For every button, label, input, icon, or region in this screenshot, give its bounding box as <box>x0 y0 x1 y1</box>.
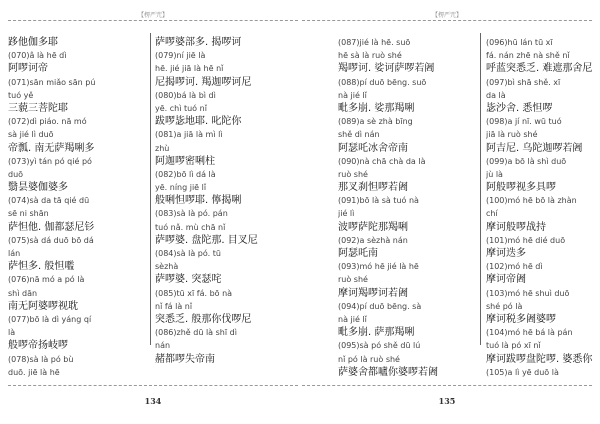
mantra-text-line: 帝瓢. 南无萨羯唎多 <box>8 142 95 154</box>
mantra-text-line: 跢他伽多耶 <box>8 37 58 48</box>
mantra-text-line: 阿般啰视多具啰 <box>486 182 556 194</box>
mantra-text-line: 波啰萨陀那羯唎 <box>338 221 408 233</box>
page-number: 135 <box>438 396 456 406</box>
mantra-text-line: 羯啰诃. 娑诃萨啰若阇 <box>338 63 435 75</box>
pinyin-line: (091)bō là sà tuó nà <box>338 196 419 206</box>
text-column-1 <box>8 36 143 379</box>
column-divider <box>150 33 151 345</box>
pinyin-line: (077)bō là dì yáng qí <box>8 314 92 324</box>
mantra-text-line: 呼蓝突悉乏. 难遮那舍尼 <box>486 63 593 75</box>
mantra-text-line: 阿瑟吒冰舍帝南 <box>338 142 408 154</box>
pinyin-line: tuó nǎ. mù chā nǐ <box>155 222 226 232</box>
running-header: 【楞严咒】 <box>137 12 168 19</box>
pinyin-line: (087)jié là hē. suō <box>338 38 411 47</box>
column-divider <box>480 33 481 345</box>
pinyin-line: yē. níng jiē lǐ <box>155 183 207 193</box>
mantra-text-line: 尼揭啰诃. 羯迦啰诃尼 <box>155 76 252 88</box>
pinyin-line: (082)bō lì dá là <box>155 169 216 179</box>
pinyin-line: nán <box>155 341 171 351</box>
mantra-text-line: 翳昙婆伽婆多 <box>8 182 68 194</box>
pinyin-line: nà jié lǐ <box>338 90 367 100</box>
pinyin-line: (094)pí duō bēng. sà <box>338 301 422 311</box>
footer-divider <box>302 385 592 386</box>
pinyin-line: sèzhà <box>155 262 179 272</box>
mantra-text-line: 摩诃迭多 <box>486 248 526 259</box>
mantra-text-line: 毗多崩. 萨那羯唎 <box>338 327 415 339</box>
pinyin-line: fá. nán zhē nà shě nǐ <box>486 51 570 61</box>
pinyin-line: (070)â là hē dì <box>8 51 67 61</box>
mantra-text-line: 三藐三菩陀耶 <box>8 102 68 114</box>
pinyin-line: (105)a lì yē duō là <box>486 367 559 377</box>
pinyin-line: (080)bá là bì dì <box>155 90 216 100</box>
text-column-2 <box>486 36 600 379</box>
mantra-text-line: 萨啰婆. 盘陀那. 目叉尼 <box>155 234 258 246</box>
pinyin-line: duō <box>8 169 24 179</box>
pinyin-line: tuó yě <box>8 90 34 100</box>
header-divider <box>8 20 298 21</box>
pinyin-line: sē ni shān <box>8 209 49 219</box>
pinyin-line: (092)a sèzhà nán <box>338 235 408 245</box>
pinyin-line: là <box>8 328 16 338</box>
pinyin-line: (098)a jí nī. wū tuó <box>486 117 562 127</box>
page-number: 134 <box>144 396 162 406</box>
pinyin-line: (095)sà pó shě dū lú <box>338 341 421 351</box>
pinyin-line: (093)mó hē jié là hē <box>338 262 419 272</box>
footer-divider <box>8 385 298 386</box>
pinyin-line: (101)mó hē dié duō <box>486 235 566 245</box>
pinyin-line: (071)sān miǎo sān pú <box>8 77 96 87</box>
pinyin-line: (090)nà chā chà da là <box>338 156 426 166</box>
mantra-text-line: 阿迦啰密唎柱 <box>155 155 215 167</box>
pinyin-line: (088)pí duō bēng. suō <box>338 77 427 87</box>
pinyin-line: (084)sà là pó. tū <box>155 249 221 258</box>
right-page <box>302 0 592 424</box>
pinyin-line: tuó là pó xī nǐ <box>486 341 541 351</box>
pinyin-line: nà jié lǐ <box>338 314 367 324</box>
pinyin-line: (083)sà là pó. pán <box>155 209 228 219</box>
mantra-text-line: 阿吉尼. 乌陀迦啰若阇 <box>486 142 583 154</box>
pinyin-line: hē sà là ruò shé <box>338 51 402 61</box>
mantra-text-line: 摩诃帝阇 <box>486 274 526 286</box>
pinyin-line: (078)sà là pó bù <box>8 354 74 364</box>
pinyin-line: (085)tū xī fá. bō nà <box>155 288 233 298</box>
mantra-text-line: 萨婆舍都嚧你婆啰若阇 <box>338 366 438 378</box>
mantra-text-line: 阿瑟吒南 <box>338 248 378 259</box>
pinyin-line: sà jié lì duō <box>8 130 54 140</box>
mantra-text-line: 萨怛多. 般怛嚂 <box>8 261 75 273</box>
pinyin-line: ruò shé <box>338 275 368 285</box>
mantra-text-line: 那叉刹怛啰若阇 <box>338 182 408 194</box>
pinyin-line: (089)a sè zhà bīng <box>338 117 413 127</box>
pinyin-line: shì dān <box>8 288 38 298</box>
mantra-text-line: 萨啰婆部多. 揭啰诃 <box>155 37 242 48</box>
pinyin-line: (072)dì piáo. nā mó <box>8 117 87 127</box>
mantra-text-line: 般啰帝扬岐啰 <box>8 340 68 352</box>
pinyin-line: ruò shé <box>338 169 368 179</box>
pinyin-line: (073)yì tán pó qié pó <box>8 156 92 166</box>
mantra-text-line: 摩诃跋啰盘陀啰. 婆悉你 <box>486 353 593 365</box>
pinyin-line: (076)nā mó a pó là <box>8 275 85 285</box>
pinyin-line: (074)sà da tā qié dū <box>8 196 90 206</box>
pinyin-line: lán <box>8 249 21 258</box>
mantra-text-line: 摩诃羯啰诃若阇 <box>338 287 408 299</box>
pinyin-line: (086)zhě dū là shī dì <box>155 328 237 338</box>
mantra-text-line: 南无阿婆啰视耽 <box>8 300 78 312</box>
pinyin-line: (097)bì shā shě. xī <box>486 77 561 87</box>
pinyin-line: jié lì <box>338 209 355 219</box>
pinyin-line: jiā là ruò shé <box>486 130 538 140</box>
pinyin-line: nǐ pó là ruò shé <box>338 354 400 364</box>
pinyin-line: shé pó là <box>486 301 523 311</box>
pinyin-line: (081)a jiā là mì lì <box>155 130 223 140</box>
mantra-text-line: 毗多崩. 娑那羯唎 <box>338 102 415 114</box>
pinyin-line: (104)mó hē bá là pán <box>486 328 573 338</box>
pinyin-line: da là <box>486 90 506 100</box>
mantra-text-line: 突悉乏. 般那你伐啰尼 <box>155 313 252 325</box>
mantra-text-line: 般唎怛啰耶. 儜揭唎 <box>155 195 242 207</box>
pinyin-line: jù là <box>486 169 503 179</box>
pinyin-line: duō. jiē là hē <box>8 367 60 377</box>
pinyin-line: chí <box>486 209 498 219</box>
mantra-text-line: 摩诃税多阇婆啰 <box>486 313 556 325</box>
pinyin-line: (099)a bō là shì duō <box>486 156 567 166</box>
pinyin-line: hē. jié jiā là hē nǐ <box>155 64 224 74</box>
mantra-text-line: 摩诃般啰战持 <box>486 221 546 233</box>
text-column-2 <box>155 36 290 366</box>
pinyin-line: (100)mó hē bō là zhàn <box>486 196 577 206</box>
mantra-text-line: 阿啰诃帝 <box>8 63 48 75</box>
pinyin-line: (075)sà dá duō bō dá <box>8 235 94 245</box>
pinyin-line: (103)mó hē shuì duō <box>486 288 570 298</box>
mantra-text-line: 萨啰婆. 突瑟咤 <box>155 274 222 286</box>
pinyin-line: (096)hū lán tū xī <box>486 38 553 47</box>
pinyin-line: (079)ní jiē là <box>155 51 206 61</box>
pinyin-line: nǐ fá là nǐ <box>155 301 193 311</box>
pinyin-line: zhù <box>155 143 170 153</box>
header-divider <box>302 20 592 21</box>
left-page <box>8 0 298 424</box>
mantra-text-line: 毖沙舍. 悉怛啰 <box>486 102 553 114</box>
pinyin-line: (102)mó hē dì <box>486 262 543 272</box>
mantra-text-line: 赭都啰失帝南 <box>155 353 215 365</box>
pinyin-line: shě dì nán <box>338 130 380 140</box>
mantra-text-line: 萨怛他. 伽都瑟尼钐 <box>8 221 95 233</box>
running-header: 【楞严咒】 <box>431 12 462 19</box>
text-column-1 <box>338 36 473 379</box>
mantra-text-line: 跋啰毖地耶. 叱陀你 <box>155 116 242 128</box>
pinyin-line: yē. chì tuó nǐ <box>155 103 207 113</box>
